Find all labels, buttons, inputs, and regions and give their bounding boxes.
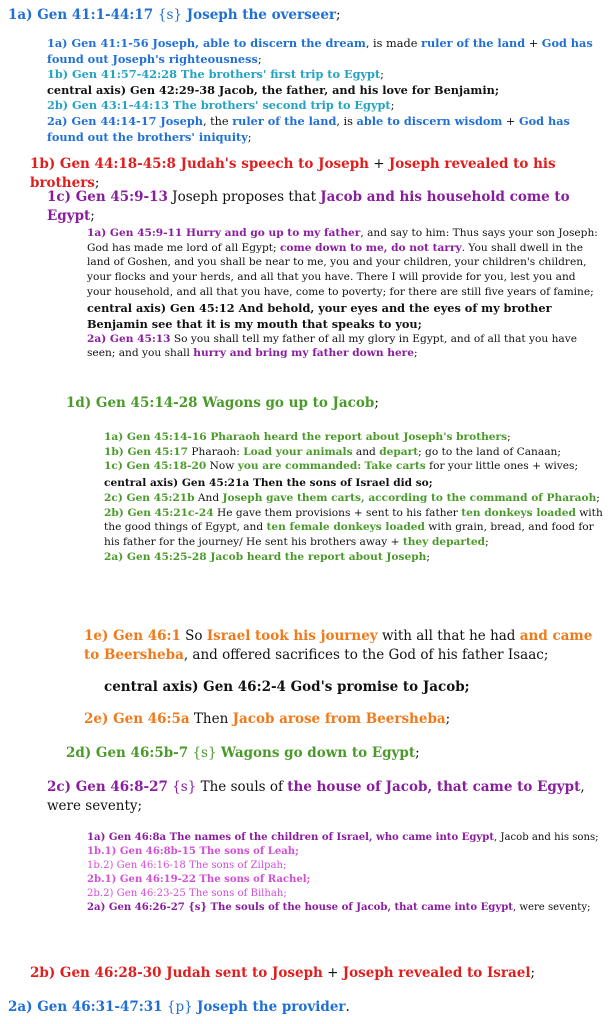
item-1a: 1a) Gen 46:8a The names of the children of Israel, who came into Egypt, Jacob and his sons; (87, 832, 599, 843)
item-1b1: 1b.1) Gen 46:8b-15 The sons of Leah; (87, 846, 299, 858)
section-heading-1a: 1a) Gen 41:1-44:17 {s} Joseph the overseer; (8, 7, 341, 23)
central-axis-heading: central axis) Gen 46:2-4 God's promise to Jacob; (104, 679, 470, 695)
section-heading-2e: 2e) Gen 46:5a Then Jacob arose from Beersheba; (84, 711, 451, 727)
section-heading-1c: 1c) Gen 45:9-13 Joseph proposes that Jacob and his household come to Egypt; (47, 189, 570, 224)
item-1a: 1a) Gen 41:1-56 Joseph, able to discern the dream, is made ruler of the land + God has found out Joseph's righteousness; (47, 36, 593, 66)
item-central-axis: central axis) Gen 45:12 And behold, your eyes and the eyes of my brother Benjamin see that it is my mouth that speaks to you; (87, 300, 552, 331)
subsection-group-1 (47, 36, 603, 145)
item-2b1: 2b.1) Gen 46:19-22 The sons of Rachel; (87, 874, 311, 886)
item-central-axis: central axis) Gen 45:21a Then the sons of Israel did so; (104, 477, 433, 490)
item-2a: 2a) Gen 45:25-28 Jacob heard the report about Joseph; (104, 550, 430, 563)
tag: {s} (157, 7, 182, 23)
section-heading-2c: 2c) Gen 46:8-27 {s} The souls of the house of Jacob, that came to Egypt, were seventy; (47, 779, 585, 814)
item-2a: 2a) Gen 44:14-17 Joseph, the ruler of the land, is able to discern wisdom + God has found out the brothers' iniquity; (47, 113, 570, 144)
section-heading-2b: 2b) Gen 46:28-30 Judah sent to Joseph + Joseph revealed to Israel; (30, 965, 536, 981)
item-2b: 2b) Gen 45:21c-24 He gave them provisions + sent to his father ten donkeys loaded with the good things of Egypt, and ten female donkeys loaded with grain, bread, and food for his father for the journey/ He sent his brothers away + they departed; (104, 506, 603, 548)
section-heading-1b: 1b) Gen 44:18-45:8 Judah's speech to Joseph + Joseph revealed to his brothers; (30, 156, 556, 191)
item-central-axis: central axis) Gen 42:29-38 Jacob, the father, and his love for Benjamin; (47, 82, 500, 97)
item-2a: 2a) Gen 46:26-27 {s} The souls of the house of Jacob, that came into Egypt, were seventy; (87, 902, 591, 914)
subsection-group-2 (87, 226, 603, 361)
item-2b: 2b) Gen 43:1-44:13 The brothers' second trip to Egypt; (47, 98, 395, 113)
section-heading-1e: 1e) Gen 46:1 So Israel took his journey with all that he had and came to Beersheba, and offered sacrifices to the God of his father Isaac; (84, 628, 593, 663)
item-2a: 2a) Gen 45:13 So you shall tell my father of all my glory in Egypt, and of all that you have seen; and you shall hurry and bring my father down here; (87, 332, 577, 360)
section-heading-2d: 2d) Gen 46:5b-7 {s} Wagons go down to Egypt; (66, 745, 420, 761)
item-1a: 1a) Gen 45:9-11 Hurry and go up to my father, and say to him: Thus says your son Joseph: God has made me lord of all Egypt; come down to me, do not tarry. You shall dwell in the land of Goshen, and you shall be near to me, you and your children, your children's children, your flocks and your herds, and all that you have. There I will provide for you, lest you and your household, and all that you have, come to poverty; for there are still five years of famine; (87, 227, 598, 298)
title: Joseph the overseer (186, 7, 337, 23)
item-1b2: 1b.2) Gen 46:16-18 The sons of Zilpah; (87, 860, 287, 872)
item-1b: 1b) Gen 41:57-42:28 The brothers' first trip to Egypt; (47, 67, 384, 82)
item-2c: 2c) Gen 45:21b And Joseph gave them carts, according to the command of Pharaoh; (104, 491, 600, 504)
item-2b2: 2b.2) Gen 46:23-25 The sons of Bilhah; (87, 888, 287, 900)
item-1b: 1b) Gen 45:17 Pharaoh: Load your animals and depart; go to the land of Canaan; (104, 445, 561, 458)
section-heading-1d: 1d) Gen 45:14-28 Wagons go up to Jacob; (66, 395, 379, 411)
section-heading-2a: 2a) Gen 46:31-47:31 {p} Joseph the provider. (8, 999, 350, 1015)
subsection-group-3 (104, 430, 604, 564)
ref: 1a) Gen 41:1-44:17 (8, 7, 154, 23)
item-1c: 1c) Gen 45:18-20 Now you are commanded: Take carts for your little ones + wives; (104, 460, 579, 473)
item-1a: 1a) Gen 45:14-16 Pharaoh heard the report about Joseph's brothers; (104, 431, 511, 443)
subsection-group-4 (87, 831, 603, 916)
